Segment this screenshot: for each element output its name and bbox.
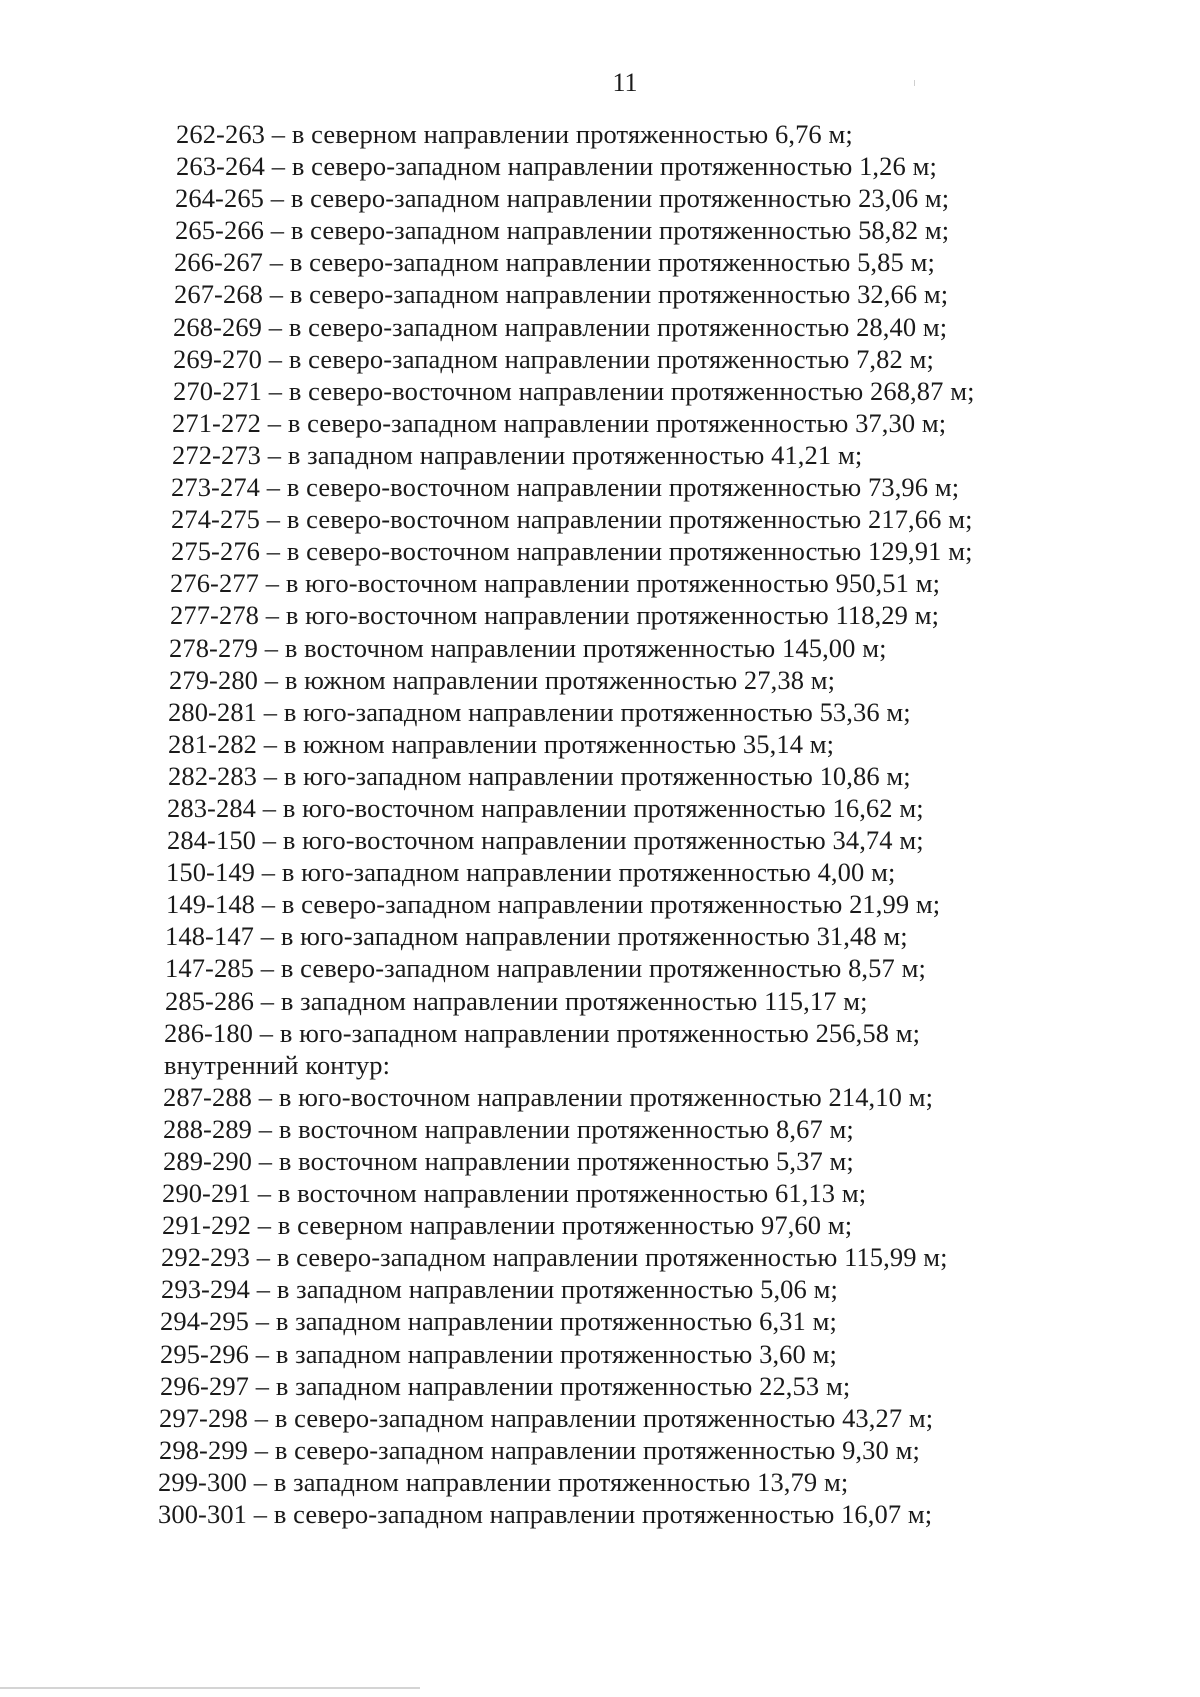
boundary-segment-line: 283-284 – в юго-восточном направлении протяженностью 16,62 м; xyxy=(167,792,924,823)
boundary-segment-line: 270-271 – в северо-восточном направлении протяженностью 268,87 м; xyxy=(173,375,975,406)
section-heading-inner-contour: внутренний контур: xyxy=(164,1049,391,1080)
boundary-segment-line: 290-291 – в восточном направлении протяженностью 61,13 м; xyxy=(162,1178,867,1209)
boundary-description-list xyxy=(158,118,1176,1530)
boundary-segment-line: 262-263 – в северном направлении протяженностью 6,76 м; xyxy=(176,119,853,149)
boundary-segment-line: 149-148 – в северо-западном направлении протяженностью 21,99 м; xyxy=(166,889,941,920)
boundary-segment-line: 296-297 – в западном направлении протяженностью 22,53 м; xyxy=(160,1370,851,1401)
boundary-segment-line: 267-268 – в северо-западном направлении протяженностью 32,66 м; xyxy=(174,279,949,310)
boundary-segment-line: 279-280 – в южном направлении протяженностью 27,38 м; xyxy=(169,664,836,695)
boundary-segment-line: 276-277 – в юго-восточном направлении протяженностью 950,51 м; xyxy=(170,568,941,599)
boundary-segment-line: 275-276 – в северо-восточном направлении протяженностью 129,91 м; xyxy=(171,536,973,567)
boundary-segment-line: 287-288 – в юго-восточном направлении протяженностью 214,10 м; xyxy=(163,1081,934,1112)
boundary-segment-line: 148-147 – в юго-западном направлении протяженностью 31,48 м; xyxy=(165,921,908,952)
boundary-segment-line: 278-279 – в восточном направлении протяженностью 145,00 м; xyxy=(169,632,887,663)
boundary-segment-line: 293-294 – в западном направлении протяженностью 5,06 м; xyxy=(161,1274,838,1305)
boundary-segment-line: 266-267 – в северо-западном направлении протяженностью 5,85 м; xyxy=(174,247,935,278)
boundary-segment-line: 277-278 – в юго-восточном направлении протяженностью 118,29 м; xyxy=(170,600,940,631)
boundary-segment-line: 282-283 – в юго-западном направлении протяженностью 10,86 м; xyxy=(168,760,911,791)
boundary-segment-line: 289-290 – в восточном направлении протяженностью 5,37 м; xyxy=(163,1146,854,1176)
boundary-segment-line: 294-295 – в западном направлении протяженностью 6,31 м; xyxy=(160,1306,837,1337)
boundary-segment-line: 285-286 – в западном направлении протяженностью 115,17 м; xyxy=(165,985,868,1016)
boundary-segment-line: 268-269 – в северо-западном направлении протяженностью 28,40 м; xyxy=(173,311,948,342)
boundary-segment-line: 280-281 – в юго-западном направлении протяженностью 53,36 м; xyxy=(168,696,911,727)
boundary-segment-line: 288-289 – в восточном направлении протяженностью 8,67 м; xyxy=(163,1113,854,1144)
boundary-segment-line: 300-301 – в северо-западном направлении протяженностью 16,07 м; xyxy=(158,1499,933,1530)
boundary-segment-line: 272-273 – в западном направлении протяженностью 41,21 м; xyxy=(172,439,863,470)
boundary-segment-line: 263-264 – в северо-западном направлении протяженностью 1,26 м; xyxy=(176,151,937,182)
scan-bottom-edge xyxy=(0,1678,1200,1697)
boundary-segment-line: 286-180 – в юго-западном направлении протяженностью 256,58 м; xyxy=(164,1017,921,1048)
boundary-segment-line: 274-275 – в северо-восточном направлении протяженностью 217,66 м; xyxy=(171,504,973,535)
boundary-segment-line: 265-266 – в северо-западном направлении протяженностью 58,82 м; xyxy=(175,215,950,246)
boundary-segment-line: 150-149 – в юго-западном направлении протяженностью 4,00 м; xyxy=(166,857,896,888)
boundary-segment-line: 147-285 – в северо-западном направлении протяженностью 8,57 м; xyxy=(165,953,926,984)
scan-artifact-line xyxy=(0,1687,420,1689)
boundary-segment-line: 273-274 – в северо-восточном направлении протяженностью 73,96 м; xyxy=(171,472,960,503)
boundary-segment-line: 297-298 – в северо-западном направлении протяженностью 43,27 м; xyxy=(159,1402,934,1433)
boundary-segment-line: 292-293 – в северо-западном направлении протяженностью 115,99 м; xyxy=(161,1242,948,1273)
boundary-segment-line: 295-296 – в западном направлении протяженностью 3,60 м; xyxy=(160,1338,837,1369)
boundary-segment-line: 269-270 – в северо-западном направлении протяженностью 7,82 м; xyxy=(173,343,934,374)
boundary-segment-line: 291-292 – в северном направлении протяженностью 97,60 м; xyxy=(162,1210,853,1241)
boundary-segment-line: 271-272 – в северо-западном направлении протяженностью 37,30 м; xyxy=(172,407,947,438)
boundary-segment-line: 299-300 – в западном направлении протяженностью 13,79 м; xyxy=(158,1466,849,1497)
page-number: 11 xyxy=(612,68,638,97)
boundary-segment-line: 264-265 – в северо-западном направлении протяженностью 23,06 м; xyxy=(175,183,950,214)
boundary-segment-line: 281-282 – в южном направлении протяженностью 35,14 м; xyxy=(168,728,835,759)
boundary-segment-line: 284-150 – в юго-восточном направлении протяженностью 34,74 м; xyxy=(167,825,924,856)
boundary-segment-line: 298-299 – в северо-западном направлении протяженностью 9,30 м; xyxy=(159,1434,920,1465)
